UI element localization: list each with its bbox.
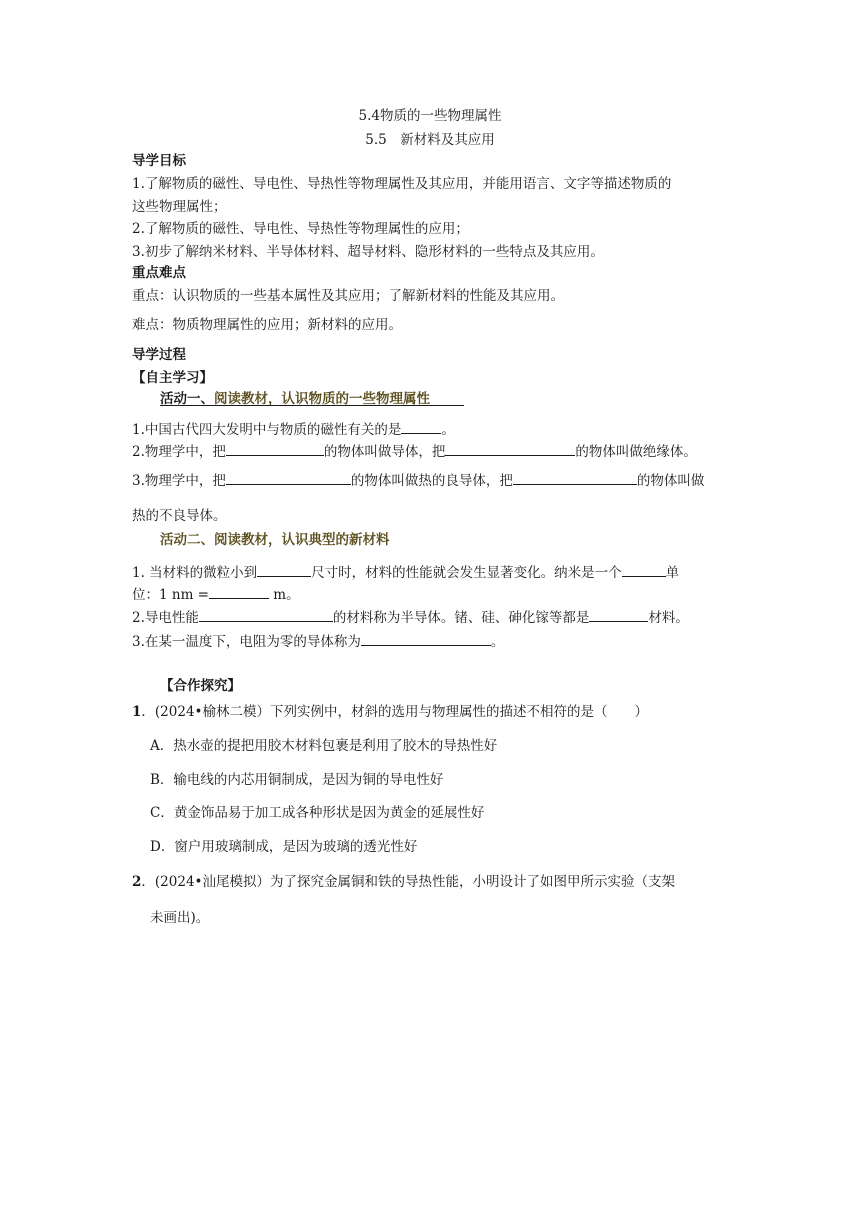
a1-question-1: 1.中国古代四大发明中与物质的磁性有关的是 。	[132, 422, 455, 438]
question-1-number: 1	[132, 704, 142, 720]
blank[interactable]	[401, 420, 441, 434]
a1-question-2: 2.物理学中，把 的物体叫做导体，把 的物体叫做绝缘体。	[132, 444, 697, 460]
blank[interactable]	[589, 608, 648, 622]
goal-item-2: 2.了解物质的磁性、导电性、导热性等物理属性的应用；	[132, 221, 469, 237]
a2-question-3: 3.在某一温度下，电阻为零的导体称为 。	[132, 634, 505, 650]
goal-item-3: 3.初步了解纳米材料、半导体材料、超导材料、隐形材料的一些特点及其应用。	[132, 244, 604, 260]
key-points-heading: 重点难点	[132, 265, 186, 281]
option-d[interactable]: D．窗户用玻璃制成，是因为玻璃的透光性好	[150, 839, 418, 855]
blank[interactable]	[361, 632, 491, 646]
title-line-1: 5.4物质的一些物理属性	[358, 108, 502, 124]
question-1-text: ．(2024•榆林二模）下列实例中，材斜的选用与物理属性的描述不相符的是（ ）	[141, 704, 648, 720]
blank[interactable]	[513, 471, 637, 485]
blank[interactable]	[226, 442, 324, 456]
self-study-label: 【自主学习】	[132, 370, 213, 386]
question-1	[132, 703, 648, 721]
blank[interactable]	[199, 608, 333, 622]
a2-question-1: 1. 当材料的微粒小到 尺寸时，材料的性能就会发生显著变化。纳米是一个 单	[132, 565, 680, 581]
option-b[interactable]: B．输电线的内芯用铜制成，是因为铜的导电性好	[150, 772, 444, 788]
activity-2-title: 活动二、阅读教材，认识典型的新材料	[160, 532, 390, 548]
question-2-text: ．(2024•汕尾模拟）为了探究金属铜和铁的导热性能，小明设计了如图甲所示实验（支架	[141, 874, 675, 890]
coop-label: 【合作探究】	[160, 678, 241, 694]
activity-1-underline	[160, 405, 464, 406]
goal-item-1a: 1.了解物质的磁性、导电性、导热性等物理属性及其应用，并能用语言、文字等描述物质的	[132, 176, 672, 192]
goal-item-1b: 这些物理属性；	[132, 199, 227, 215]
blank[interactable]	[209, 585, 269, 599]
process-heading: 导学过程	[132, 347, 186, 363]
option-c[interactable]: C．黄金饰品易于加工成各种形状是因为黄金的延展性好	[150, 805, 485, 821]
question-2	[132, 873, 675, 891]
blank[interactable]	[257, 563, 311, 577]
question-2-number: 2	[132, 874, 142, 890]
blank[interactable]	[445, 442, 575, 456]
key-point-text: 重点：认识物质的一些基本属性及其应用；了解新材料的性能及其应用。	[132, 288, 564, 304]
option-a[interactable]: A．热水壶的提把用胶木材料包裹是利用了胶木的导热性好	[150, 738, 498, 754]
a1-question-3-cont: 热的不良导体。	[132, 508, 227, 524]
blank[interactable]	[622, 563, 666, 577]
a2-question-2: 2.导电性能 的材料称为半导体。锗、硅、砷化镓等都是 材料。	[132, 610, 689, 626]
activity-1-title: 阅读教材，认识物质的一些物理属性	[214, 391, 430, 407]
blank[interactable]	[226, 471, 351, 485]
a2-question-1-cont: 位：1 nm = m。	[132, 587, 300, 603]
goals-heading: 导学目标	[132, 153, 186, 169]
a1-question-3: 3.物理学中，把 的物体叫做热的良导体，把 的物体叫做	[132, 473, 705, 489]
difficulty-text: 难点：物质物理属性的应用；新材料的应用。	[132, 317, 402, 333]
activity-1-label: 活动一、	[160, 391, 214, 407]
title-line-2: 5.5 新材料及其应用	[365, 132, 495, 148]
question-2-cont: 未画出)。	[150, 910, 210, 926]
